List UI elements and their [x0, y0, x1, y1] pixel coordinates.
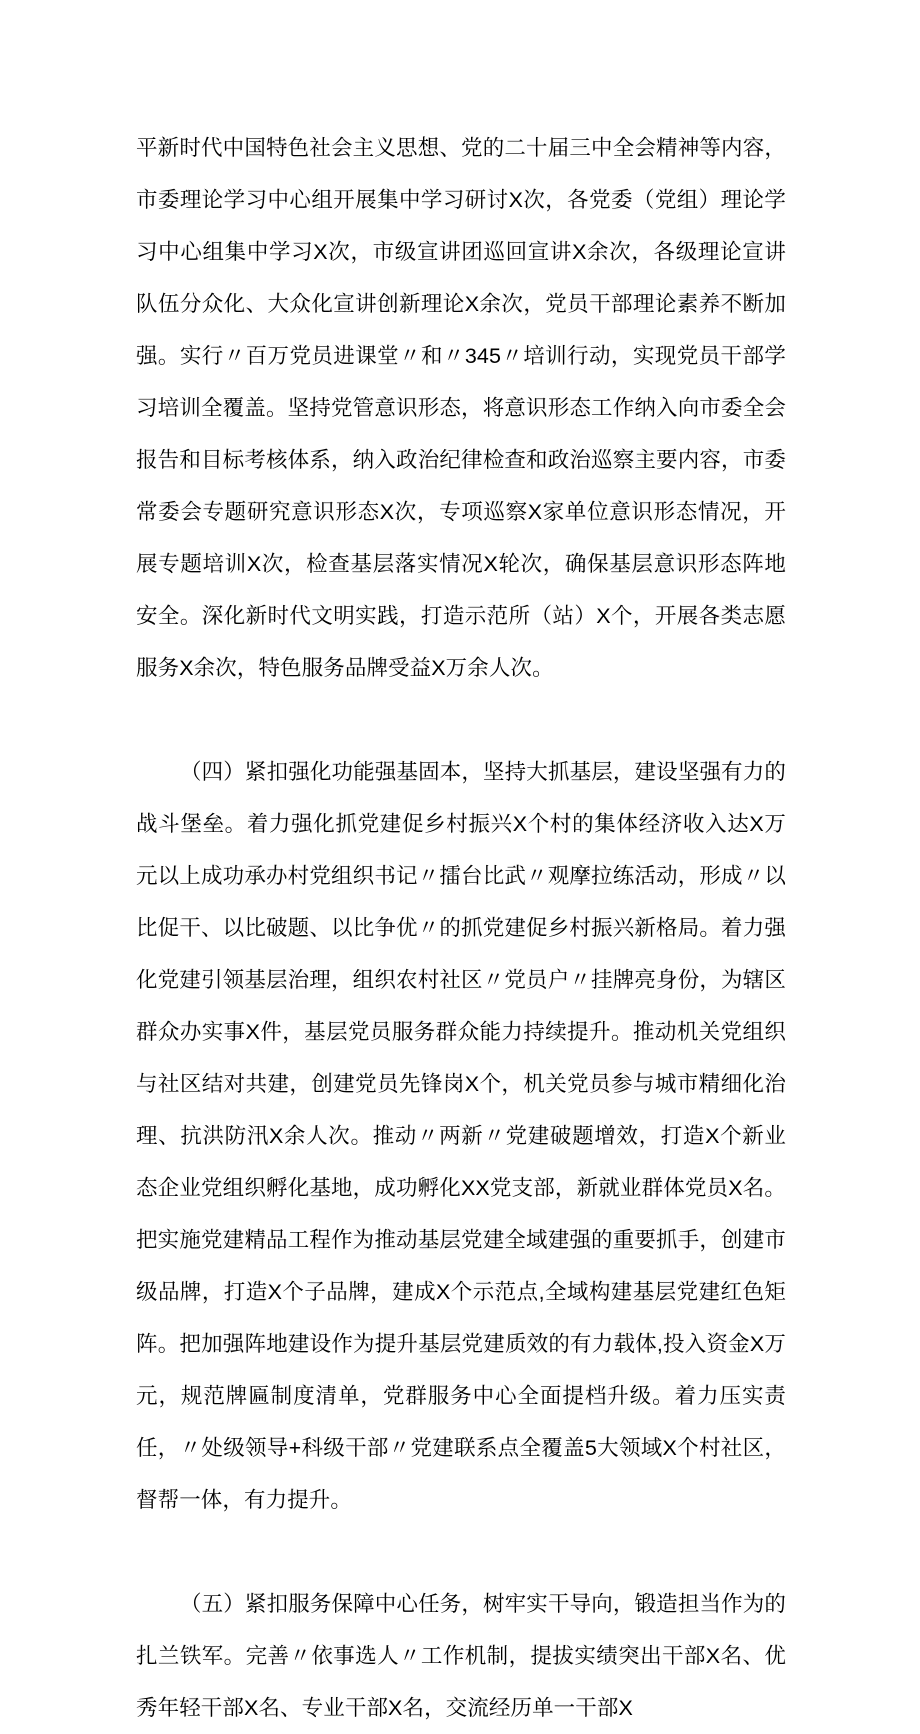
- paragraph-section-four: （四）紧扣强化功能强基固本，坚持大抓基层，建设坚强有力的战斗堡垒。着力强化抓党建促乡村振兴X个村的集体经济收入达X万元以上成功承办村党组织书记〃擂台比武〃观摩拉练活动，形成〃以比促干、以比破题、以比争优〃的抓党建促乡村振兴新格局。着力强化党建引领基层治理，组织农村社区〃党员户〃挂牌亮身份，为辖区群众办实事X件，基层党员服务群众能力持续提升。推动机关党组织与社区结对共建，创建党员先锋岗X个，机关党员参与城市精细化治理、抗洪防汛X余人次。推动〃两新〃党建破题增效，打造X个新业态企业党组织孵化基地，成功孵化XX党支部，新就业群体党员X名。把实施党建精品工程作为推动基层党建全域建强的重要抓手，创建市级品牌，打造X个子品牌，建成X个示范点,全域构建基层党建红色矩阵。把加强阵地建设作为提升基层党建质效的有力载体,投入资金X万元，规范牌匾制度清单，党群服务中心全面提档升级。着力压实责任，〃处级领导+科级干部〃党建联系点全覆盖5大领域X个村社区，督帮一体，有力提升。: [136, 760, 786, 1512]
- paragraph-section-five: （五）紧扣服务保障中心任务，树牢实干导向，锻造担当作为的扎兰铁军。完善〃依事选人〃工作机制，提拔实绩突出干部X名、优秀年轻干部X名、专业干部X名，交流经历单一干部X: [136, 1592, 786, 1720]
- paragraph-continued-section-three: 平新时代中国特色社会主义思想、党的二十届三中全会精神等内容，市委理论学习中心组开展集中学习研讨X次，各党委（党组）理论学习中心组集中学习X次，市级宣讲团巡回宣讲X余次，各级理论宣讲队伍分众化、大众化宣讲创新理论X余次，党员干部理论素养不断加强。实行〃百万党员进课堂〃和〃345〃培训行动，实现党员干部学习培训全覆盖。坚持党管意识形态，将意识形态工作纳入向市委全会报告和目标考核体系，纳入政治纪律检查和政治巡察主要内容，市委常委会专题研究意识形态X次，专项巡察X家单位意识形态情况，开展专题培训X次，检查基层落实情况X轮次，确保基层意识形态阵地安全。深化新时代文明实践，打造示范所（站）X个，开展各类志愿服务X余次，特色服务品牌受益X万余人次。: [136, 136, 786, 680]
- paragraph-spacer: [136, 1526, 786, 1578]
- document-text-body: [136, 122, 786, 1734]
- paragraph-spacer: [136, 694, 786, 746]
